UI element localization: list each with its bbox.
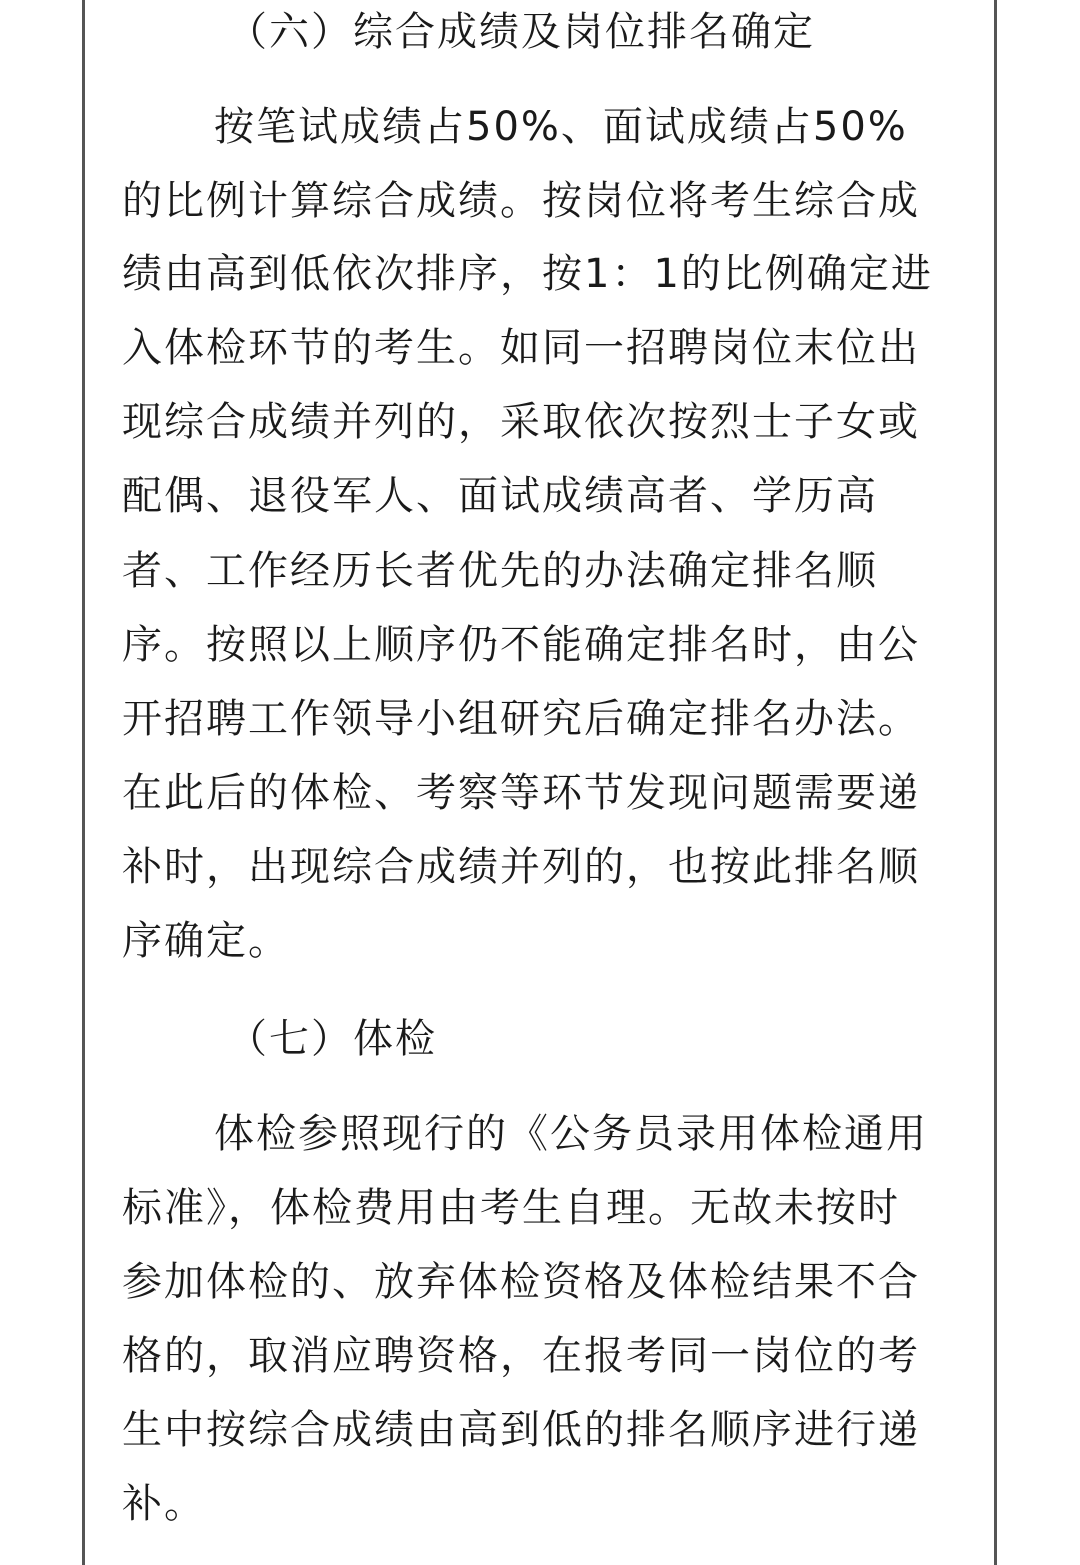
section-heading: （七）体检 — [227, 1016, 437, 1062]
paragraph-line: 绩由高到低依次排序，按1：1的比例确定进 — [122, 251, 933, 297]
paragraph-line: 按笔试成绩占50%、面试成绩占50% — [214, 104, 908, 150]
page-border-right — [994, 0, 997, 1565]
paragraph-line: 参加体检的、放弃体检资格及体检结果不合 — [122, 1259, 920, 1305]
paragraph-line: 标准》，体检费用由考生自理。无故未按时 — [122, 1185, 900, 1231]
paragraph-line: 生中按综合成绩由高到低的排名顺序进行递 — [122, 1407, 920, 1453]
paragraph-line: 在此后的体检、考察等环节发现问题需要递 — [122, 770, 920, 816]
paragraph-line: 者、工作经历长者优先的办法确定排名顺 — [122, 548, 878, 594]
paragraph-line: 开招聘工作领导小组研究后确定排名办法。 — [122, 696, 920, 742]
paragraph-line: 入体检环节的考生。如同一招聘岗位末位出 — [122, 325, 920, 371]
page-border-left — [82, 0, 85, 1565]
paragraph-line: 格的，取消应聘资格，在报考同一岗位的考 — [122, 1333, 920, 1379]
paragraph-line: 序。按照以上顺序仍不能确定排名时，由公 — [122, 622, 920, 668]
paragraph-line: 序确定。 — [122, 918, 290, 964]
paragraph-line: 补时，出现综合成绩并列的，也按此排名顺 — [122, 844, 920, 890]
paragraph-line: 体检参照现行的《公务员录用体检通用 — [214, 1111, 928, 1157]
paragraph-line: 配偶、退役军人、面试成绩高者、学历高 — [122, 473, 878, 519]
paragraph-line: 现综合成绩并列的，采取依次按烈士子女或 — [122, 399, 920, 445]
paragraph-line: 补。 — [122, 1481, 206, 1527]
paragraph-line: 的比例计算综合成绩。按岗位将考生综合成 — [122, 178, 920, 224]
section-heading: （六）综合成绩及岗位排名确定 — [227, 9, 815, 55]
